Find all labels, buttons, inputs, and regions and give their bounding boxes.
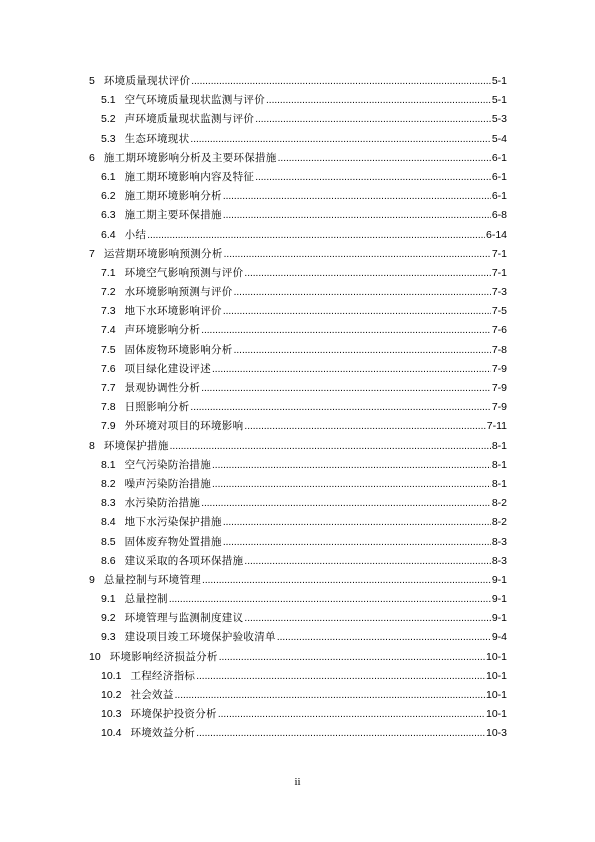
toc-entry-page: 6-14 [485, 228, 507, 241]
toc-entry-title: 声环境质量现状监测与评价 [124, 113, 255, 126]
toc-entry[interactable] [89, 379, 507, 398]
toc-entry-page: 7-5 [491, 305, 507, 318]
toc-dot-leader [234, 341, 491, 360]
toc-entry-page: 10-3 [485, 727, 507, 740]
toc-entry-title: 景观协调性分析 [124, 382, 201, 394]
toc-entry[interactable] [89, 168, 507, 187]
toc-dot-leader [244, 609, 490, 628]
toc-entry-number: 6.4 [101, 228, 116, 241]
toc-entry-page: 8-2 [491, 516, 507, 529]
toc-entry[interactable] [89, 206, 507, 225]
toc-entry-title: 噪声污染防治措施 [124, 477, 212, 490]
toc-entry-number: 6 [89, 151, 95, 164]
toc-entry-title: 生态环境现状 [124, 132, 190, 145]
toc-entry-number: 8.2 [101, 477, 116, 490]
toc-entry-title: 水环境影响预测与评价 [124, 286, 233, 299]
toc-entry-title: 地下水环境影响评价 [124, 305, 222, 318]
toc-entry[interactable] [89, 475, 507, 494]
toc-entry[interactable] [89, 110, 507, 129]
page-number: ii [294, 776, 301, 788]
toc-entry[interactable] [89, 533, 507, 552]
toc-entry[interactable] [89, 590, 507, 609]
toc-entry-page: 8-3 [491, 554, 507, 567]
toc-entry-title: 工程经济指标 [130, 669, 196, 682]
toc-entry-number: 6.1 [101, 170, 116, 183]
toc-entry-page: 9-1 [491, 593, 507, 606]
toc-entry-page: 8-1 [491, 458, 507, 471]
toc-entry-number: 10 [89, 650, 101, 663]
toc-entry-title: 外环境对项目的环境影响 [124, 420, 244, 433]
toc-dot-leader [224, 245, 491, 264]
toc-entry-number: 8.4 [101, 516, 116, 529]
toc-entry-page: 8-3 [491, 535, 507, 548]
toc-entry-number: 8.3 [101, 497, 116, 510]
toc-entry-page: 7-9 [491, 362, 507, 375]
toc-entry-number: 10.2 [101, 689, 122, 701]
toc-entry[interactable] [89, 264, 507, 283]
toc-entry-page: 5-3 [491, 113, 507, 126]
toc-entry-number: 5.2 [101, 113, 116, 126]
toc-entry-number: 7.1 [101, 266, 116, 279]
toc-dot-leader [223, 206, 491, 225]
toc-entry-number: 7.7 [101, 382, 116, 394]
toc-entry-title: 建议采取的各项环保措施 [124, 554, 244, 567]
toc-dot-leader [147, 226, 485, 245]
toc-dot-leader [218, 705, 485, 724]
toc-dot-leader [212, 360, 491, 379]
toc-entry[interactable] [89, 226, 507, 245]
toc-entry[interactable] [89, 513, 507, 532]
toc-entry-title: 施工期主要环保措施 [124, 209, 222, 222]
toc-entry-page: 8-1 [491, 477, 507, 490]
toc-entry[interactable] [89, 341, 507, 360]
toc-entry-title: 日照影响分析 [124, 401, 190, 414]
toc-entry-title: 空气环境质量现状监测与评价 [124, 94, 266, 107]
toc-entry[interactable] [89, 187, 507, 206]
toc-entry-title: 固体废物环境影响分析 [124, 343, 233, 356]
toc-entry-number: 7.2 [101, 286, 116, 299]
toc-entry-title: 总量控制 [124, 593, 168, 606]
toc-entry-number: 10.3 [101, 708, 122, 721]
toc-entry-number: 5.1 [101, 94, 116, 107]
toc-dot-leader [223, 533, 491, 552]
toc-entry-page: 7-9 [491, 382, 507, 394]
toc-entry-title: 环境保护投资分析 [130, 708, 217, 721]
toc-entry-page: 7-3 [491, 286, 507, 299]
toc-entry[interactable] [89, 91, 507, 110]
toc-entry[interactable] [89, 494, 507, 513]
toc-entry-number: 6.3 [101, 209, 116, 222]
toc-entry-title: 声环境影响分析 [124, 324, 201, 337]
toc-entry-number: 5.3 [101, 132, 116, 145]
toc-entry-page: 6-1 [491, 151, 507, 164]
toc-entry-title: 水污染防治措施 [124, 497, 201, 510]
toc-entry[interactable] [89, 724, 507, 743]
toc-dot-leader [175, 686, 485, 705]
toc-entry-page: 5-1 [491, 75, 507, 87]
toc-dot-leader [212, 456, 491, 475]
toc-entry-page: 7-8 [491, 343, 507, 356]
toc-entry-page: 10-1 [485, 689, 507, 701]
toc-entry-number: 8.5 [101, 535, 116, 548]
toc-entry[interactable] [89, 72, 507, 91]
toc-entry-title: 运营期环境影响预测分析 [103, 247, 223, 260]
toc-dot-leader [255, 110, 491, 129]
toc-entry-number: 7.4 [101, 324, 116, 337]
toc-entry-title: 空气污染防治措施 [124, 458, 212, 471]
toc-entry[interactable] [89, 302, 507, 321]
toc-entry[interactable] [89, 437, 507, 456]
toc-entry[interactable] [89, 321, 507, 340]
toc-dot-leader [190, 398, 490, 417]
toc-entry-number: 8 [89, 439, 95, 452]
toc-entry[interactable] [89, 130, 507, 149]
toc-dot-leader [244, 264, 490, 283]
toc-entry-number: 7 [89, 247, 95, 260]
toc-entry-number: 10.4 [101, 727, 122, 740]
toc-entry-page: 6-1 [491, 190, 507, 203]
toc-entry-page: 9-1 [491, 612, 507, 625]
toc-entry-title: 施工期环境影响分析 [124, 190, 222, 203]
toc-entry-title: 环境质量现状评价 [103, 75, 191, 87]
toc-dot-leader [223, 513, 491, 532]
toc-entry-page: 7-1 [491, 266, 507, 279]
toc-entry-page: 6-1 [491, 170, 507, 183]
toc-dot-leader [196, 667, 485, 686]
toc-entry-title: 小结 [124, 228, 147, 241]
toc-entry-page: 9-1 [491, 573, 507, 586]
toc-entry[interactable] [89, 705, 507, 724]
toc-entry-page: 10-1 [485, 708, 507, 721]
toc-entry[interactable] [89, 686, 507, 705]
toc-entry-number: 7.8 [101, 401, 116, 414]
toc-entry-page: 9-4 [491, 631, 507, 644]
toc-entry-page: 8-2 [491, 497, 507, 510]
toc-entry-number: 9 [89, 573, 95, 586]
toc-dot-leader [212, 475, 491, 494]
toc-entry-title: 社会效益 [130, 689, 174, 701]
toc-dot-leader [190, 130, 490, 149]
toc-entry-number: 5 [89, 75, 95, 87]
toc-dot-leader [201, 379, 491, 398]
toc-dot-leader [244, 417, 485, 436]
toc-entry[interactable] [89, 360, 507, 379]
toc-entry-title: 环境效益分析 [130, 727, 196, 740]
toc-dot-leader [244, 552, 490, 571]
toc-entry-title: 环境影响经济损益分析 [109, 650, 218, 663]
toc-entry-number: 7.5 [101, 343, 116, 356]
toc-entry-number: 7.9 [101, 420, 116, 433]
toc-entry[interactable] [89, 456, 507, 475]
toc-entry-number: 9.3 [101, 631, 116, 644]
toc-entry-page: 7-11 [486, 420, 507, 433]
toc-entry[interactable] [89, 628, 507, 647]
toc-dot-leader [196, 724, 485, 743]
toc-dot-leader [169, 590, 491, 609]
toc-entry-title: 环境管理与监测制度建议 [124, 612, 244, 625]
toc-dot-leader [223, 302, 491, 321]
toc-entry-page: 10-1 [485, 669, 507, 682]
toc-entry-number: 9.1 [101, 593, 116, 606]
toc-dot-leader [278, 149, 491, 168]
toc-entry-title: 环境空气影响预测与评价 [124, 266, 244, 279]
toc-entry-number: 7.6 [101, 362, 116, 375]
toc-entry-number: 7.3 [101, 305, 116, 318]
toc-entry[interactable] [89, 648, 507, 667]
toc-dot-leader [202, 571, 491, 590]
toc-entry[interactable] [89, 552, 507, 571]
toc-entry[interactable] [89, 245, 507, 264]
toc-dot-leader [201, 494, 491, 513]
toc-entry-number: 10.1 [101, 669, 122, 682]
toc-entry-page: 5-4 [491, 132, 507, 145]
toc-entry-title: 施工期环境影响分析及主要环保措施 [103, 151, 277, 164]
toc-entry-number: 6.2 [101, 190, 116, 203]
toc-entry[interactable] [89, 417, 507, 436]
toc-entry-page: 7-6 [491, 324, 507, 337]
toc-entry-page: 5-1 [491, 94, 507, 107]
toc-dot-leader [219, 648, 485, 667]
toc-dot-leader [234, 283, 491, 302]
toc-entry-number: 8.6 [101, 554, 116, 567]
toc-entry-title: 建设项目竣工环境保护验收清单 [124, 631, 276, 644]
toc-entry-page: 7-1 [491, 247, 507, 260]
toc-dot-leader [266, 91, 491, 110]
toc-entry[interactable] [89, 149, 507, 168]
table-of-contents [89, 72, 507, 744]
toc-entry-number: 9.2 [101, 612, 116, 625]
toc-entry-title: 地下水污染保护措施 [124, 516, 222, 529]
toc-dot-leader [223, 187, 491, 206]
toc-entry-title: 环境保护措施 [103, 439, 169, 452]
toc-entry[interactable] [89, 667, 507, 686]
toc-entry[interactable] [89, 609, 507, 628]
toc-dot-leader [170, 437, 491, 456]
toc-entry-page: 6-8 [491, 209, 507, 222]
toc-entry-page: 10-1 [485, 650, 507, 663]
toc-entry[interactable] [89, 571, 507, 590]
toc-dot-leader [201, 321, 491, 340]
toc-entry-title: 施工期环境影响内容及特征 [124, 170, 255, 183]
toc-entry-page: 8-1 [491, 439, 507, 452]
toc-entry-title: 总量控制与环境管理 [103, 573, 202, 586]
toc-entry[interactable] [89, 398, 507, 417]
toc-dot-leader [277, 628, 491, 647]
toc-entry-title: 固体废弃物处置措施 [124, 535, 222, 548]
toc-entry-number: 8.1 [101, 458, 116, 471]
toc-entry-page: 7-9 [491, 401, 507, 414]
toc-entry-title: 项目绿化建设评述 [124, 362, 212, 375]
toc-dot-leader [191, 72, 491, 91]
toc-dot-leader [255, 168, 491, 187]
toc-entry[interactable] [89, 283, 507, 302]
